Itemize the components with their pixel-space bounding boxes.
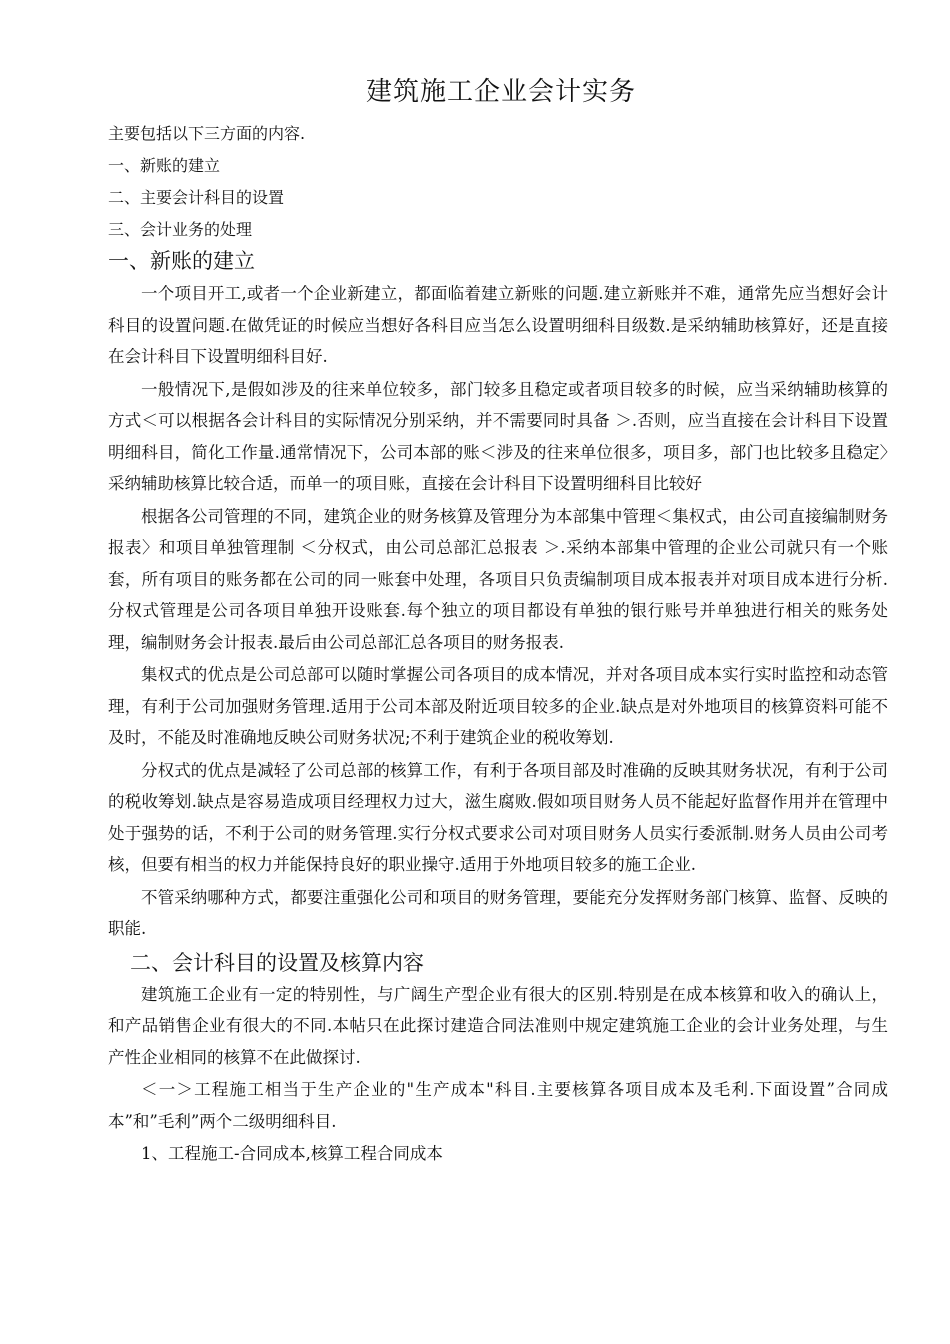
section1-paragraph-4: 集权式的优点是公司总部可以随时掌握公司各项目的成本情况，并对各项目成本实行实时监控和动态管理，有利于公司加强财务管理.适用于公司本部及附近项目较多的企业.缺点是对外地项目的核算资料可能不及时，不能及时准确地反映公司财务状况;不利于建筑企业的税收筹划. — [108, 665, 888, 747]
intro-item-1: 一、新账的建立 — [108, 156, 221, 175]
document-title: 建筑施工企业会计实务 — [365, 77, 636, 107]
intro-item-2: 二、主要会计科目的设置 — [108, 188, 285, 207]
intro-item-3: 三、会计业务的处理 — [108, 220, 253, 239]
section2-paragraph-3: 1、工程施工-合同成本,核算工程合同成本 — [141, 1144, 443, 1163]
section2-heading: 二、会计科目的设置及核算内容 — [130, 950, 424, 975]
section1-heading: 一、新账的建立 — [108, 249, 255, 273]
section1-paragraph-6: 不管采纳哪种方式，都要注重强化公司和项目的财务管理，要能充分发挥财务部门核算、监督、反映的职能. — [108, 887, 888, 938]
section1-paragraph-5: 分权式的优点是减轻了公司总部的核算工作，有利于各项目部及时准确的反映其财务状况，有利于公司的税收筹划.缺点是容易造成项目经理权力过大，滋生腐败.假如项目财务人员不能起好监督作用并在管理中处于强势的话，不利于公司的财务管理.实行分权式要求公司对项目财务人员实行委派制.财务人员由公司考核，但要有相当的权力并能保持良好的职业操守.适用于外地项目较多的施工企业. — [108, 760, 888, 874]
section2-paragraph-2: ＜一＞工程施工相当于生产企业的"生产成本"科目.主要核算各项目成本及毛利.下面设置”合同成本”和”毛利”两个二级明细科目. — [108, 1080, 888, 1131]
section2-paragraph-1: 建筑施工企业有一定的特别性，与广阔生产型企业有很大的区别.特别是在成本核算和收入的确认上，和产品销售企业有很大的不同.本帖只在此探讨建造合同法准则中规定建筑施工企业的会计业务处理，与生产性企业相同的核算不在此做探讨. — [108, 984, 888, 1067]
section1-paragraph-2: 一般情况下,是假如涉及的往来单位较多，部门较多且稳定或者项目较多的时候，应当采纳辅助核算的方式＜可以根据各会计科目的实际情况分别采纳，并不需要同时具备 ＞.否则，应当直接在会计科目下设置明细科目，简化工作量.通常情况下，公司本部的账＜涉及的往来单位很多，项目多，部门也比较多且稳定〉采纳辅助核算比较合适，而单一的项目账，直接在会计科目下设置明细科目比较好 — [108, 379, 888, 493]
document-page — [108, 72, 888, 1171]
section1-paragraph-1: 一个项目开工,或者一个企业新建立，都面临着建立新账的问题.建立新账并不难，通常先应当想好会计科目的设置问题.在做凭证的时候应当想好各科目应当怎么设置明细科目级数.是采纳辅助核算好，还是直接在会计科目下设置明细科目好. — [108, 284, 888, 366]
intro-lead: 主要包括以下三方面的内容. — [108, 124, 306, 143]
section1-paragraph-3: 根据各公司管理的不同，建筑企业的财务核算及管理分为本部集中管理＜集权式，由公司直接编制财务报表〉和项目单独管理制 ＜分权式，由公司总部汇总报表 ＞.采纳本部集中管理的企业公司就只有一个账套，所有项目的账务都在公司的同一账套中处理，各项目只负责编制项目成本报表并对项目成本进行分析.分权式管理是公司各项目单独开设账套.每个独立的项目都设有单独的银行账号并单独进行相关的账务处理，编制财务会计报表.最后由公司总部汇总各项目的财务报表. — [108, 506, 888, 652]
